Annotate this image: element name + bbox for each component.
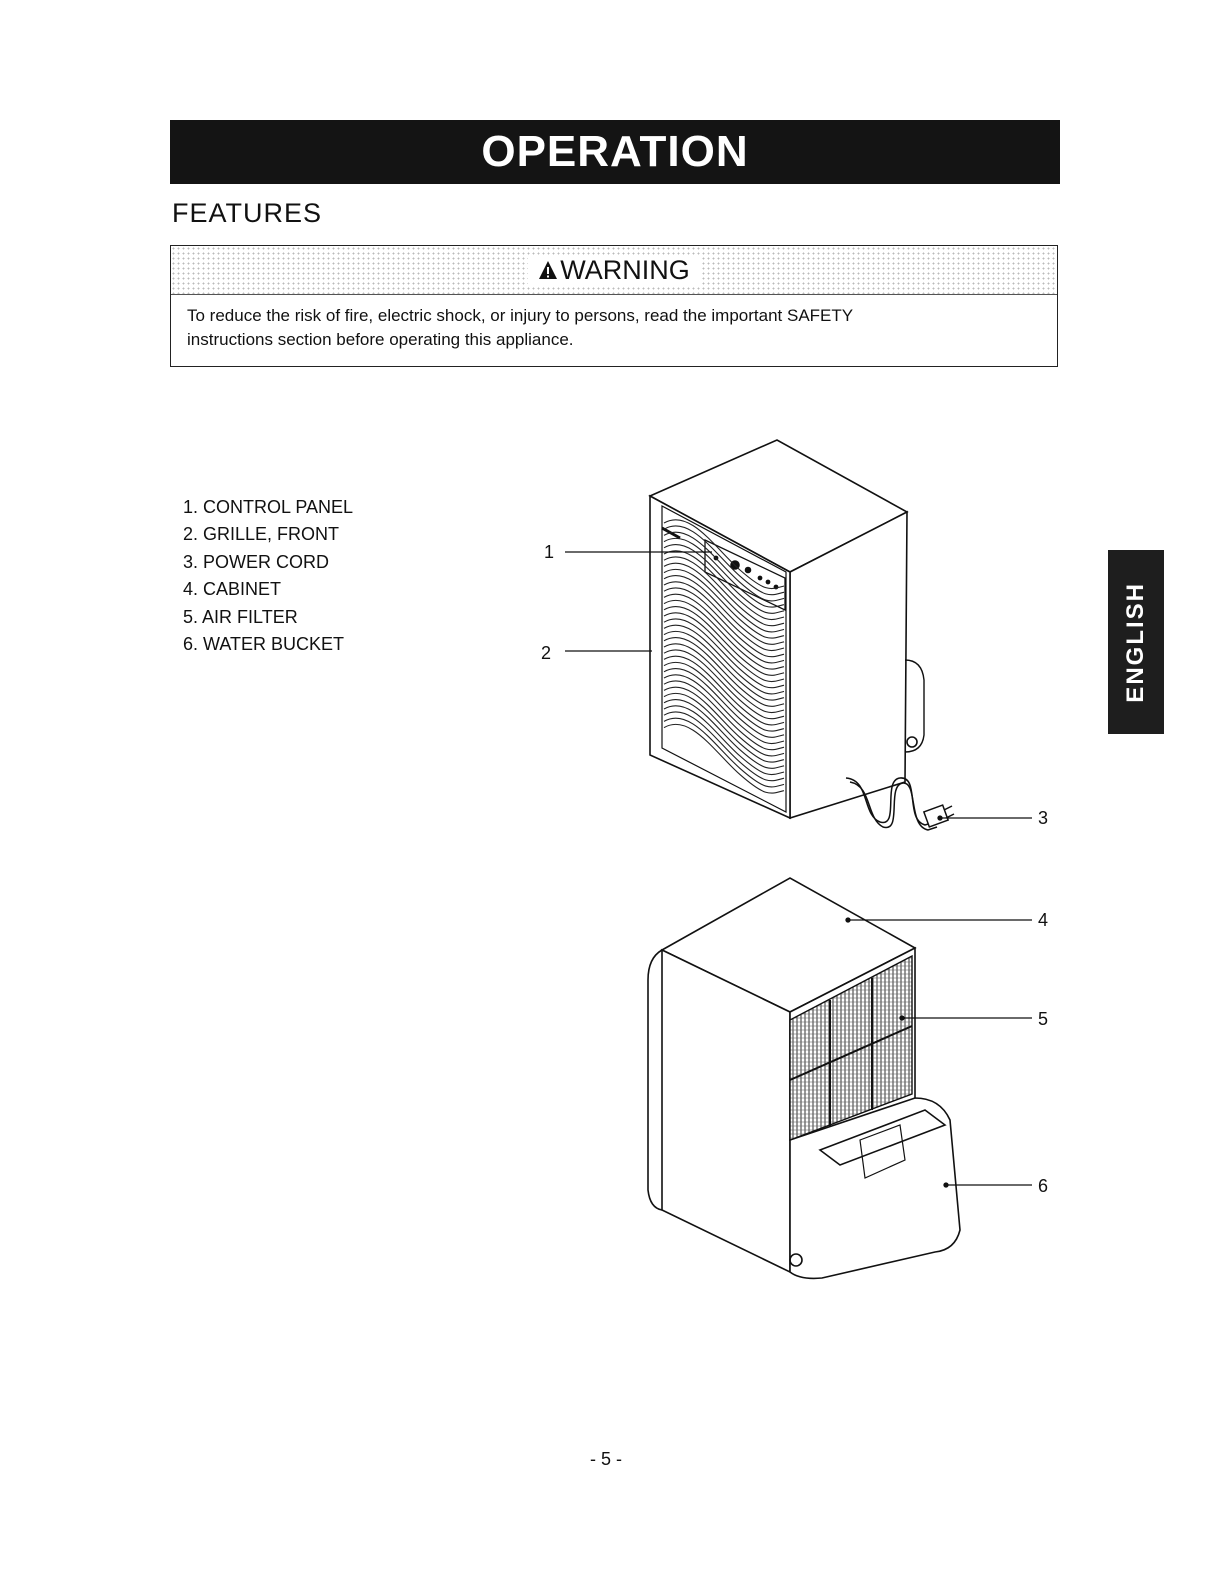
part-item: 6. WATER BUCKET — [183, 634, 345, 655]
callout-5: 5 — [1038, 1009, 1049, 1029]
callout-2: 2 — [541, 643, 552, 663]
language-tab — [1108, 550, 1164, 734]
front-view-unit — [650, 440, 924, 818]
language-tab-label: ENGLISH — [1122, 581, 1149, 703]
callout-4: 4 — [1038, 910, 1049, 930]
page-number: - 5 - — [590, 1449, 623, 1469]
callout-3: 3 — [1038, 808, 1049, 828]
part-item: 5. AIR FILTER — [183, 606, 298, 627]
callout-6: 6 — [1038, 1176, 1049, 1196]
banner-title: OPERATION — [481, 127, 749, 176]
part-item: 2. GRILLE, FRONT — [183, 524, 340, 545]
part-item: 1. CONTROL PANEL — [183, 497, 354, 517]
warning-text-line1: To reduce the risk of fire, electric shock, or injury to persons, read the important SAFETY — [187, 306, 854, 325]
callout-1: 1 — [544, 542, 555, 562]
part-item: 3. POWER CORD — [183, 551, 330, 572]
part-item: 4. CABINET — [183, 579, 282, 600]
warning-heading: WARNING — [560, 254, 690, 285]
warning-text-line2: instructions section before operating this appliance. — [187, 330, 574, 349]
section-title: FEATURES — [172, 198, 323, 228]
